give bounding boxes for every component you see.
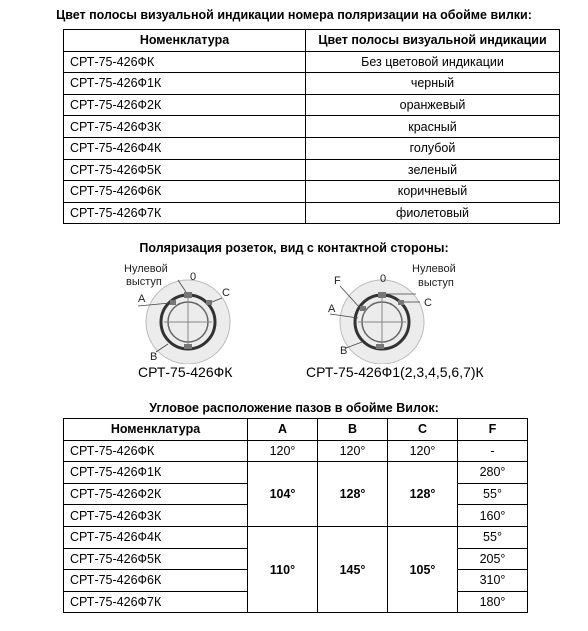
label-c: C xyxy=(222,287,230,299)
nomenclature-cell: СРТ-75-426Ф7К xyxy=(64,202,306,224)
table-row xyxy=(64,94,560,116)
table-row xyxy=(64,159,560,181)
angle-f-cell: 280° xyxy=(458,462,528,484)
angle-f-cell: 205° xyxy=(458,548,528,570)
table-row xyxy=(64,51,560,73)
column-header: B xyxy=(318,419,388,441)
heading-groove-angles: Угловое расположение пазов в обойме Вилок: xyxy=(149,401,439,415)
column-header: Номенклатура xyxy=(64,30,306,52)
groove-a xyxy=(170,300,176,305)
label-null-line2: выступ xyxy=(126,276,162,288)
label-null-line1: Нулевой xyxy=(412,263,456,275)
null-key xyxy=(184,292,192,298)
color-cell: Без цветовой индикации xyxy=(306,51,560,73)
caption-standard: СРТ-75-426ФК xyxy=(138,364,233,380)
socket-diagram-standard xyxy=(118,258,248,364)
angle-f-cell: 310° xyxy=(458,570,528,592)
nomenclature-cell: СРТ-75-426Ф3К xyxy=(64,116,306,138)
label-null-line1: Нулевой xyxy=(124,263,168,275)
angle-f-cell: - xyxy=(458,440,528,462)
groove-f xyxy=(360,306,366,311)
label-zero: 0 xyxy=(190,271,197,283)
angle-f-cell: 55° xyxy=(458,526,528,548)
null-key xyxy=(378,292,386,298)
nomenclature-cell: СРТ-75-426ФК xyxy=(64,440,248,462)
color-cell: коричневый xyxy=(306,181,560,203)
angle-c-cell: 105° xyxy=(388,526,458,612)
column-header: Цвет полосы визуальной индикации xyxy=(306,30,560,52)
table-row xyxy=(64,202,560,224)
angle-c-cell: 128° xyxy=(388,462,458,527)
groove-b xyxy=(376,344,384,349)
nomenclature-cell: СРТ-75-426Ф2К xyxy=(64,483,248,505)
angle-b-cell: 145° xyxy=(318,526,388,612)
label-f: F xyxy=(334,275,341,287)
angle-f-cell: 180° xyxy=(458,591,528,613)
nomenclature-cell: СРТ-75-426Ф5К xyxy=(64,159,306,181)
table-row xyxy=(64,462,528,484)
groove-c xyxy=(398,300,404,305)
groove-c xyxy=(206,300,212,305)
label-zero: 0 xyxy=(380,273,387,285)
angle-a-cell: 104° xyxy=(248,462,318,527)
heading-polarization: Поляризация розеток, вид с контактной стороны: xyxy=(139,241,449,255)
label-b: B xyxy=(340,345,348,357)
groove-b xyxy=(184,344,192,349)
angle-f-cell: 55° xyxy=(458,483,528,505)
nomenclature-cell: СРТ-75-426Ф6К xyxy=(64,181,306,203)
angle-a-cell: 120° xyxy=(248,440,318,462)
nomenclature-cell: СРТ-75-426Ф3К xyxy=(64,505,248,527)
angle-b-cell: 120° xyxy=(318,440,388,462)
angle-a-cell: 110° xyxy=(248,526,318,612)
nomenclature-cell: СРТ-75-426ФК xyxy=(64,51,306,73)
column-header: C xyxy=(388,419,458,441)
table-row xyxy=(64,116,560,138)
socket-diagram-svg xyxy=(118,258,248,364)
table-row xyxy=(64,181,560,203)
socket-diagram-svg xyxy=(320,258,470,364)
nomenclature-cell: СРТ-75-426Ф4К xyxy=(64,526,248,548)
color-indication-table xyxy=(63,29,560,224)
color-cell: оранжевый xyxy=(306,94,560,116)
label-b: B xyxy=(150,351,158,363)
color-cell: зеленый xyxy=(306,159,560,181)
heading-color-indication: Цвет полосы визуальной индикации номера поляризации на обойме вилки: xyxy=(56,8,532,22)
table-header-row xyxy=(64,30,560,52)
nomenclature-cell: СРТ-75-426Ф1К xyxy=(64,462,248,484)
nomenclature-cell: СРТ-75-426Ф6К xyxy=(64,570,248,592)
table-header-row xyxy=(64,419,528,441)
caption-polarized: СРТ-75-426Ф1(2,3,4,5,6,7)К xyxy=(306,364,484,380)
color-cell: фиолетовый xyxy=(306,202,560,224)
column-header: F xyxy=(458,419,528,441)
nomenclature-cell: СРТ-75-426Ф7К xyxy=(64,591,248,613)
table-row xyxy=(64,137,560,159)
angle-f-cell: 160° xyxy=(458,505,528,527)
nomenclature-cell: СРТ-75-426Ф1К xyxy=(64,73,306,95)
label-a: A xyxy=(138,293,146,305)
angle-b-cell: 128° xyxy=(318,462,388,527)
label-a: A xyxy=(328,303,336,315)
groove-angle-table xyxy=(63,418,528,613)
column-header: Номенклатура xyxy=(64,419,248,441)
table-row xyxy=(64,526,528,548)
table-row xyxy=(64,73,560,95)
nomenclature-cell: СРТ-75-426Ф5К xyxy=(64,548,248,570)
nomenclature-cell: СРТ-75-426Ф4К xyxy=(64,137,306,159)
socket-diagram-polarized xyxy=(320,258,470,364)
color-cell: черный xyxy=(306,73,560,95)
angle-c-cell: 120° xyxy=(388,440,458,462)
color-cell: голубой xyxy=(306,137,560,159)
color-cell: красный xyxy=(306,116,560,138)
nomenclature-cell: СРТ-75-426Ф2К xyxy=(64,94,306,116)
label-null-line2: выступ xyxy=(418,277,454,289)
column-header: A xyxy=(248,419,318,441)
table-row xyxy=(64,440,528,462)
label-c: C xyxy=(424,297,432,309)
